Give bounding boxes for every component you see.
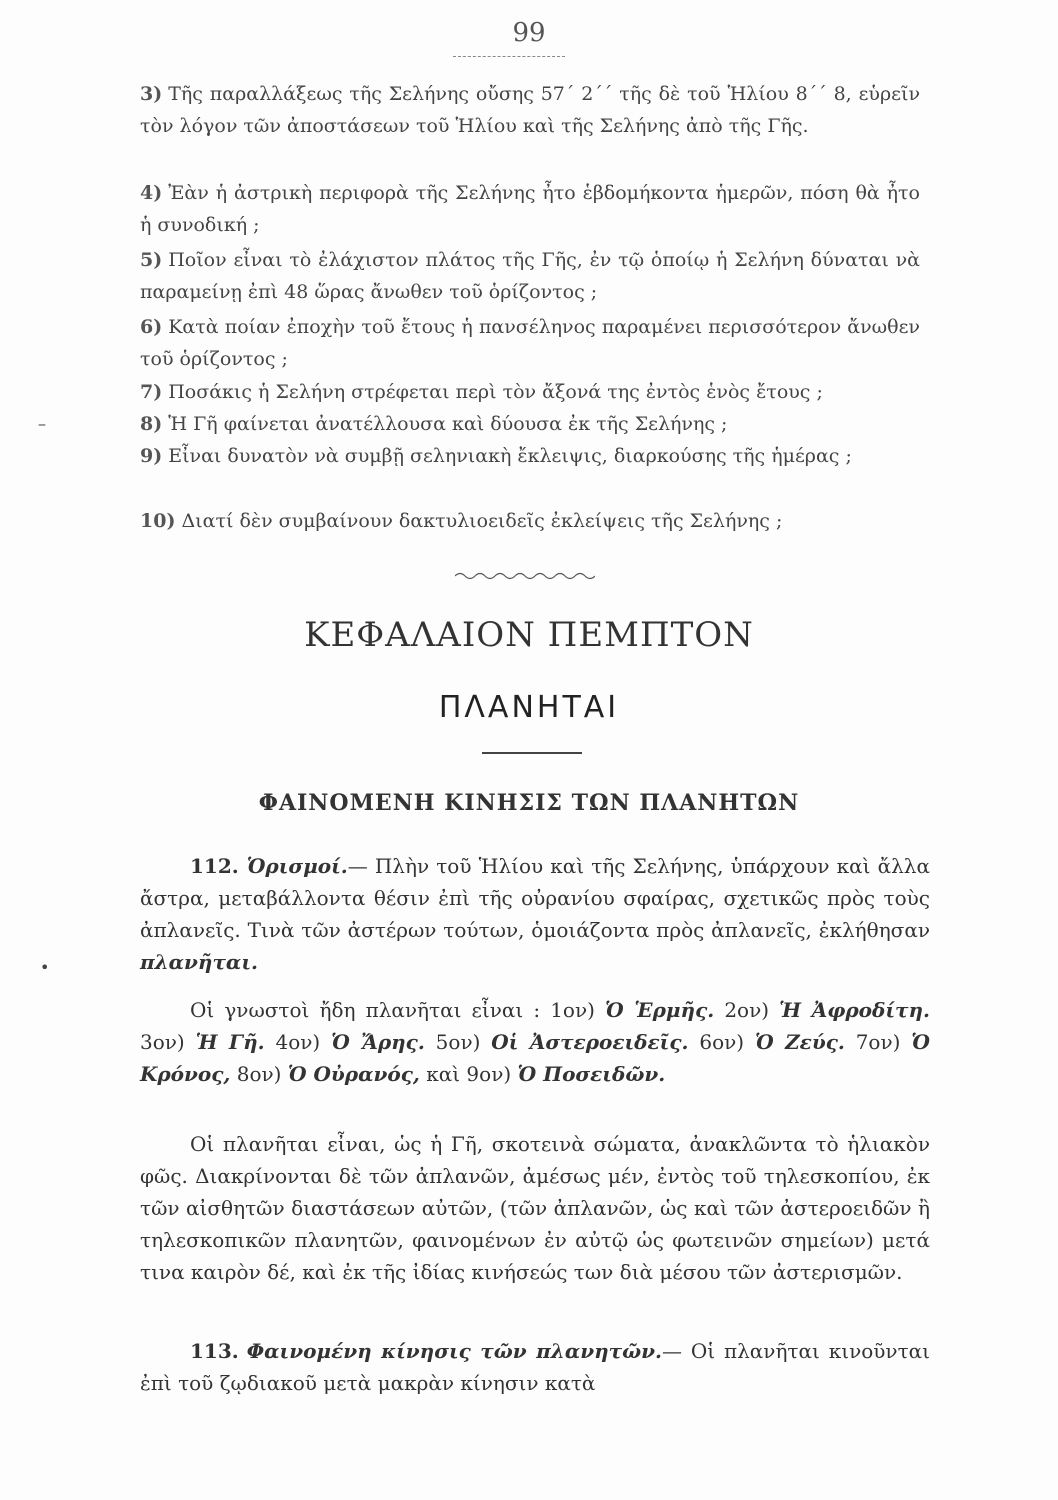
exercise-number: 7) [140,381,163,403]
exercise-6 [140,311,920,375]
list-text: Οἱ γνωστοὶ ἤδη πλανῆται εἶναι : 1ον) [190,998,606,1022]
planet-name: Ἡ Γῆ. [195,1030,265,1054]
exercise-3 [140,78,920,142]
planet-name: Ὁ Οὐρανός, [287,1062,420,1086]
exercise-text: Τῆς παραλλάξεως τῆς Σελήνης οὔσης 57΄ 2΄΄ τῆς δὲ τοῦ Ἡλίου 8΄΄ 8, εὑρεῖν τὸν λόγον τῶν ἀποστάσεων τοῦ Ἡλίου καὶ τῆς Σελήνης ἀπὸ τῆς Γῆς. [140,83,920,137]
exercise-4 [140,177,920,241]
list-text: 3ον) [140,1030,196,1054]
planet-name: Οἱ Ἀστεροειδεῖς. [491,1030,689,1054]
exercise-number: 10) [140,510,176,532]
exercise-number: 8) [140,413,163,435]
paragraph-number: 112. [190,854,239,878]
list-text: 2ον) [714,998,780,1022]
term-planets: πλανῆται. [140,950,258,974]
list-text: 8ον) [230,1062,288,1086]
section-title: ΦΑΙΝΟΜΕΝΗ ΚΙΝΗΣΙΣ ΤΩΝ ΠΛΑΝΗΤΩΝ [258,790,800,816]
exercise-8 [140,408,920,440]
paragraph-112 [140,850,930,978]
paragraph-known-planets [140,994,930,1090]
exercise-number: 3) [140,83,163,105]
planet-name: Ὁ Ἑρμῆς. [605,998,715,1022]
paragraph-heading: Ὁρισμοί. [246,854,348,878]
paragraph-number: 113. [190,1339,239,1363]
page-number-rule [453,56,565,57]
wavy-separator [455,570,595,582]
chapter-title: ΚΕΦΑΛΑΙΟΝ ΠΕΜΠΤΟΝ [304,615,754,655]
margin-dot: • [40,958,50,977]
list-text: 7ον) [844,1030,912,1054]
paragraph-heading: Φαινομένη κίνησις τῶν πλανητῶν. [246,1339,662,1363]
exercise-number: 5) [140,249,163,271]
list-text: 5ον) [424,1030,492,1054]
planet-name: Ὁ Ποσειδῶν. [517,1062,666,1086]
planet-name: Ὁ Κρόνος, [140,1030,930,1086]
exercise-text: Ποῖον εἶναι τὸ ἐλάχιστον πλάτος τῆς Γῆς, ἐν τῷ ὁποίῳ ἡ Σελήνη δύναται νὰ παραμείνῃ ἐπὶ 48 ὥρας ἄνωθεν τοῦ ὁρίζοντος ; [140,249,920,303]
exercise-7 [140,376,920,408]
margin-dash: – [38,414,46,433]
paragraph-113 [140,1335,930,1399]
exercise-number: 9) [140,445,163,467]
exercise-text: Διατί δὲν συμβαίνουν δακτυλιοειδεῖς ἐκλείψεις τῆς Σελήνης ; [181,510,783,532]
exercise-number: 4) [140,182,163,204]
title-rule [482,752,582,754]
paragraph-dark-bodies: Οἱ πλανῆται εἶναι, ὡς ἡ Γῆ, σκοτεινὰ σώματα, ἀνακλῶντα τὸ ἡλιακὸν φῶς. Διακρίνονται δὲ τῶν ἀπλανῶν, ἀμέσως μέν, ἐντὸς τοῦ τηλεσκοπίου, ἐκ τῶν αἰσθητῶν διαστάσεων αὐτῶν, (τῶν ἀπλανῶν, ὡς καὶ τῶν ἀστεροειδῶν ἢ τηλεσκοπικῶν πλανητῶν, φαινομένων ἐν αὐτῷ ὡς φωτεινῶν σημείων) μετά τινα καιρὸν δέ, καὶ ἐκ τῆς ἰδίας κινήσεώς των διὰ μέσου τῶν ἀστερισμῶν. [140,1132,930,1284]
chapter-subtitle: ΠΛΑΝΗΤΑΙ [438,690,620,725]
exercise-text: Ποσάκις ἡ Σελήνη στρέφεται περὶ τὸν ἄξονά της ἐντὸς ἑνὸς ἔτους ; [168,381,823,403]
exercise-10 [140,505,920,537]
list-text: καὶ 9ον) [419,1062,518,1086]
planet-name: Ἡ Ἀφροδίτη. [779,998,930,1022]
paragraph-text: — Πλὴν τοῦ Ἡλίου καὶ τῆς Σελήνης, ὑπάρχουν καὶ ἄλλα ἄστρα, μεταβάλλοντα θέσιν ἐπὶ τῆς οὐρανίου σφαίρας, σχετικῶς πρὸς τοὺς ἀπλανεῖς. Τινὰ τῶν ἀστέρων τούτων, ὁμοιάζοντα πρὸς ἀπλανεῖς, ἐκλήθησαν [140,854,930,942]
exercise-text: Εἶναι δυνατὸν νὰ συμβῇ σεληνιακὴ ἔκλειψις, διαρκούσης τῆς ἡμέρας ; [168,445,852,467]
exercise-number: 6) [140,316,163,338]
paragraph-text: — Οἱ πλανῆται κινοῦνται ἐπὶ τοῦ ζῳδιακοῦ μετὰ μακρὰν κίνησιν κατὰ [140,1339,930,1395]
list-text: 4ον) [264,1030,332,1054]
exercise-text: Ἡ Γῆ φαίνεται ἀνατέλλουσα καὶ δύουσα ἐκ τῆς Σελήνης ; [168,413,728,435]
exercise-5 [140,244,920,308]
list-text: 6ον) [688,1030,755,1054]
page-number: 99 [512,18,546,48]
planet-name: Ὁ Ζεύς. [754,1030,845,1054]
exercise-text: Ἐὰν ἡ ἀστρικὴ περιφορὰ τῆς Σελήνης ἦτο ἑβδομήκοντα ἡμερῶν, πόση θὰ ἦτο ἡ συνοδική ; [140,182,920,236]
exercise-text: Κατὰ ποίαν ἐποχὴν τοῦ ἔτους ἡ πανσέληνος παραμένει περισσότερον ἄνωθεν τοῦ ὁρίζοντος ; [140,316,920,370]
exercise-9 [140,440,920,472]
planet-name: Ὁ Ἄρης. [331,1030,425,1054]
